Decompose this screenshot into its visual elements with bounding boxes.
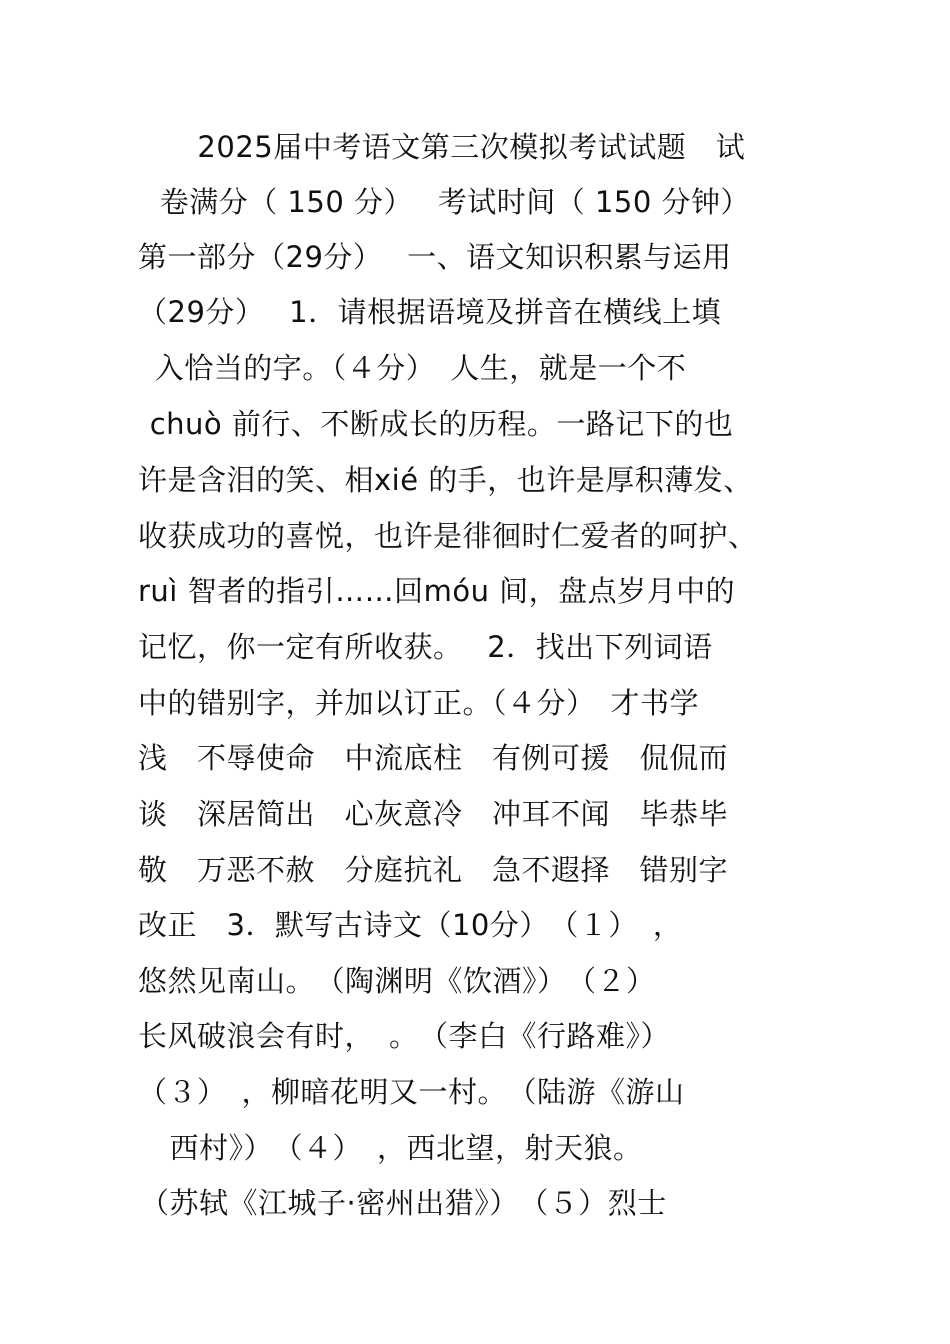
text-line-8: 收获成功的喜悦，也许是徘徊时仁爱者的呵护、 bbox=[138, 519, 758, 553]
text-line-7: 许是含泪的笑、相xié 的手，也许是厚积薄发、 bbox=[138, 463, 753, 497]
text-line-6: chuò 前行、不断成长的历程。一路记下的也 bbox=[140, 407, 734, 441]
text-line-17: 长风破浪会有时， 。 （李白《行路难》） bbox=[138, 1019, 671, 1053]
text-line-3: 第一部分（29分） 一、语文知识积累与运用 bbox=[138, 240, 732, 274]
text-line-19: 西村》） （４） ，西北望，射天狼。 bbox=[140, 1131, 643, 1165]
text-line-9: ruì 智者的指引……回móu 间，盘点岁月中的 bbox=[138, 574, 736, 608]
text-line-12: 浅 不辱使命 中流底柱 有例可援 侃侃而 bbox=[138, 741, 729, 775]
text-line-14: 敬 万恶不赦 分庭抗礼 急不遐择 错别字 bbox=[138, 853, 729, 887]
text-line-13: 谈 深居简出 心灰意冷 冲耳不闻 毕恭毕 bbox=[138, 797, 729, 831]
text-line-4: （29分） 1．请根据语境及拼音在横线上填 bbox=[138, 295, 722, 329]
text-line-1: 2025届中考语文第三次模拟考试试题 试 bbox=[178, 130, 746, 164]
text-line-5: 入恰当的字。（４分） 人生，就是一个不 bbox=[145, 351, 687, 385]
text-line-20: （苏轼《江城子·密州出猎》） （５）烈士 bbox=[140, 1186, 667, 1220]
text-line-11: 中的错别字，并加以订正。（４分） 才书学 bbox=[138, 686, 700, 720]
text-line-2: 卷满分（ 150 分） 考试时间（ 150 分钟） bbox=[150, 185, 751, 219]
text-line-16: 悠然见南山。 （陶渊明《饮酒》） （２） bbox=[138, 964, 656, 998]
text-line-10: 记忆，你一定有所收获。 2．找出下列词语 bbox=[138, 630, 713, 664]
text-line-15: 改正 3．默写古诗文（10分） （１） ， bbox=[138, 908, 683, 942]
text-line-18: （３） ，柳暗花明又一村。 （陆游《游山 bbox=[138, 1075, 685, 1109]
